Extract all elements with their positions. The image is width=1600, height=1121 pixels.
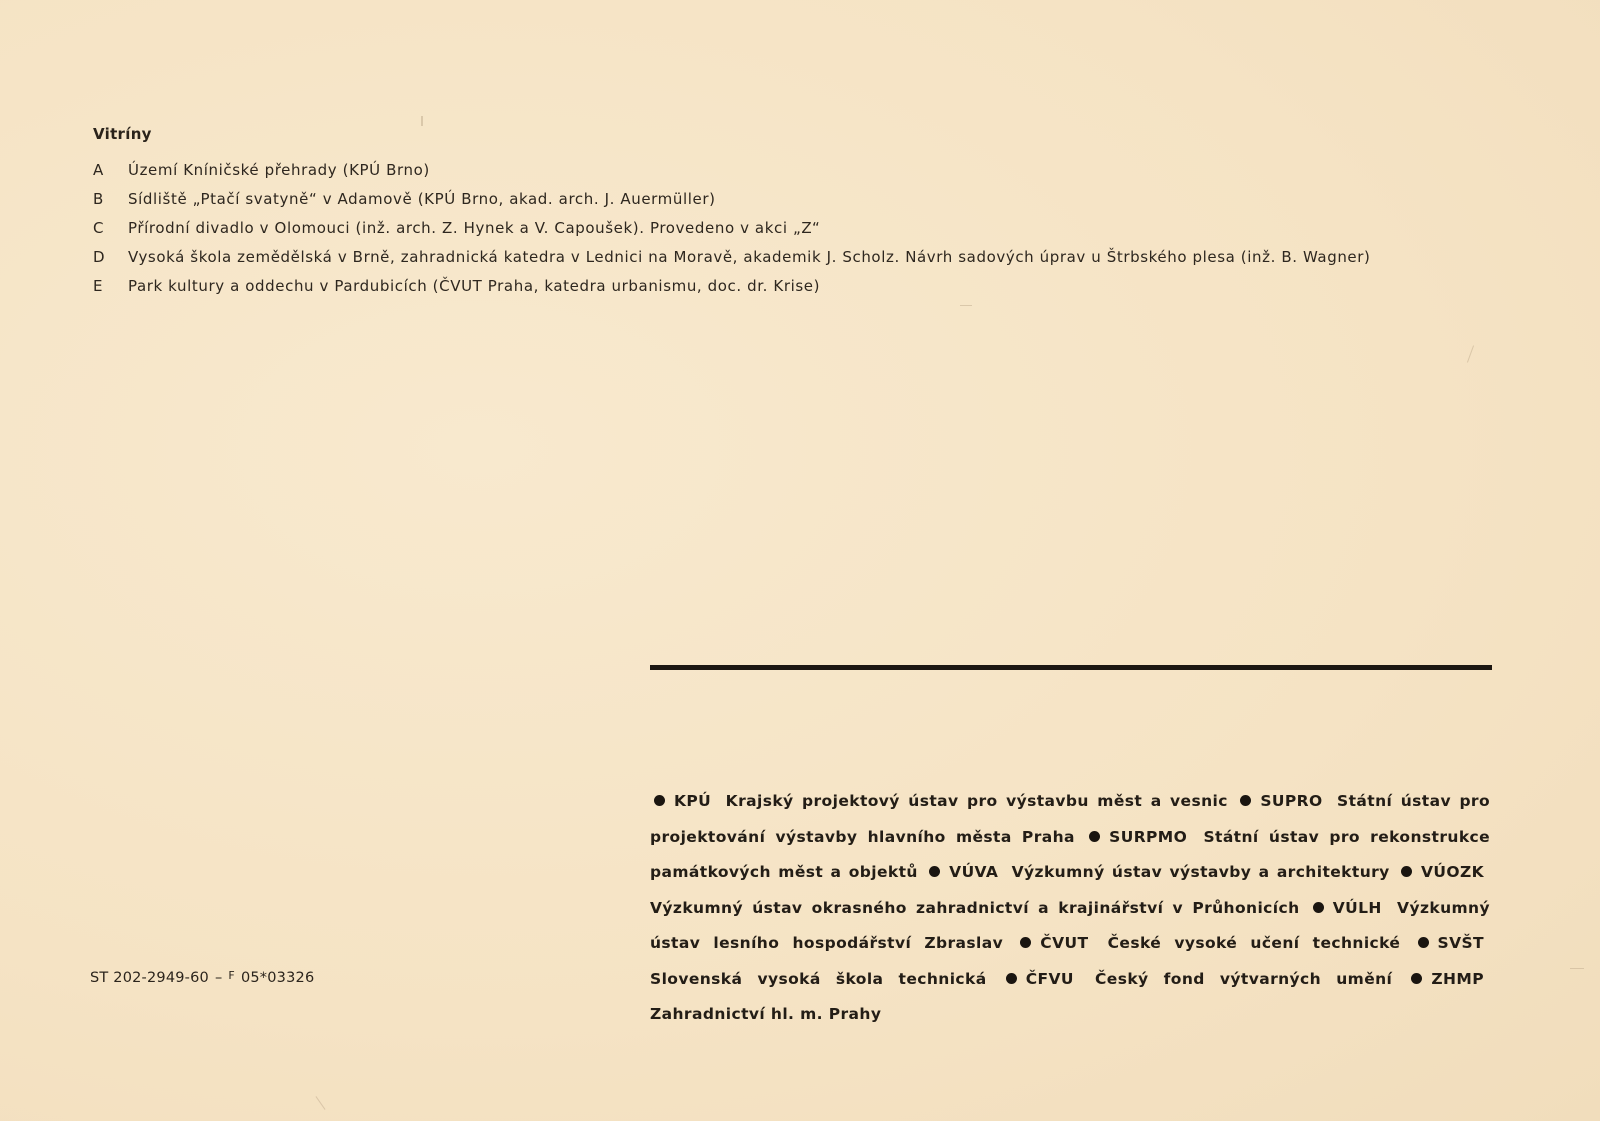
item-letter: B [93, 190, 104, 208]
item-letter: E [93, 277, 104, 295]
bullet-icon [1240, 795, 1251, 806]
print-code-mark: F [228, 969, 235, 982]
list-item [93, 216, 1493, 241]
legend-abbr: VÚVA [949, 863, 999, 881]
legend-desc: Státní ústav pro projektování výstavby hlavního města Praha [650, 792, 1491, 846]
legend-abbr: SVŠT [1437, 934, 1485, 952]
paper-speck [960, 305, 972, 306]
paper-speck [421, 116, 423, 126]
legend-abbr: KPÚ [674, 792, 712, 810]
paper-speck [316, 1096, 326, 1110]
paper-speck [1467, 345, 1474, 362]
legend-entry [925, 863, 1397, 881]
legend-desc: Výzkumný ústav okrasného zahradnictví a krajinářství v Průhonicích [650, 898, 1300, 917]
item-text: Vysoká škola zemědělská v Brně, zahradnická katedra v Lednici na Moravě, akademik J. Scholz. Návrh sadových úprav u Štrbského plesa (inž. B. Wagner) [128, 248, 1371, 266]
legend-abbr: VÚOZK [1421, 863, 1485, 881]
print-code-dash: – [214, 970, 223, 986]
legend-entry [1016, 934, 1413, 952]
bullet-icon [1006, 973, 1017, 984]
legend-desc: Zahradnictví hl. m. Prahy [650, 1005, 882, 1023]
print-code-id: ST 202-2949-60 [90, 970, 209, 986]
bullet-icon [1411, 973, 1422, 984]
legend-abbr: ČFVU [1025, 969, 1074, 988]
legend-entry [1002, 970, 1408, 988]
list-item [93, 274, 1493, 299]
paper-speck [1570, 968, 1584, 969]
list-item [93, 187, 1493, 212]
legend-abbr: VÚLH [1332, 898, 1382, 917]
bullet-icon [1020, 937, 1031, 948]
item-text: Sídliště „Ptačí svatyně“ v Adamově (KPÚ Brno, akad. arch. J. Auermüller) [128, 190, 716, 208]
item-letter: A [93, 161, 104, 179]
print-code-number: 05*03326 [240, 970, 315, 986]
legend-abbr: ČVUT [1040, 934, 1089, 952]
horizontal-rule [650, 665, 1492, 670]
item-letter: C [93, 219, 105, 237]
legend-desc: České vysoké učení technické [1107, 934, 1401, 952]
legend-desc: Český fond výtvarných umění [1095, 969, 1393, 988]
legend-desc: Slovenská vysoká škola technická [650, 969, 987, 988]
list-item [93, 158, 1493, 183]
legend-abbr: ZHMP [1431, 969, 1484, 988]
list-item [93, 245, 1493, 270]
legend-desc: Výzkumný ústav lesního hospodářství Zbraslav [650, 898, 1490, 952]
bullet-icon [654, 795, 665, 806]
showcase-list [93, 158, 1493, 303]
legend-desc: Krajský projektový ústav pro výstavbu měst a vesnic [725, 792, 1228, 810]
item-letter: D [93, 248, 106, 266]
abbreviation-legend [650, 784, 1490, 1033]
bullet-icon [1089, 831, 1100, 842]
item-text: Území Kníničské přehrady (KPÚ Brno) [128, 161, 430, 179]
legend-desc: Státní ústav pro rekonstrukce památkových měst a objektů [650, 827, 1491, 881]
section-heading: Vitríny [93, 125, 152, 143]
print-code [90, 969, 320, 986]
bullet-icon [1313, 902, 1324, 913]
legend-entry [650, 792, 1236, 810]
bullet-icon [929, 866, 940, 877]
item-text: Přírodní divadlo v Olomouci (inž. arch. Z. Hynek a V. Capoušek). Provedeno v akci „Z“ [128, 219, 821, 237]
bullet-icon [1401, 866, 1412, 877]
legend-abbr: SURPMO [1109, 827, 1188, 846]
legend-desc: Výzkumný ústav výstavby a architektury [1011, 863, 1390, 881]
legend-abbr: SUPRO [1260, 792, 1323, 810]
bullet-icon [1418, 937, 1429, 948]
item-text: Park kultury a oddechu v Pardubicích (ČVUT Praha, katedra urbanismu, doc. dr. Krise) [128, 277, 821, 295]
